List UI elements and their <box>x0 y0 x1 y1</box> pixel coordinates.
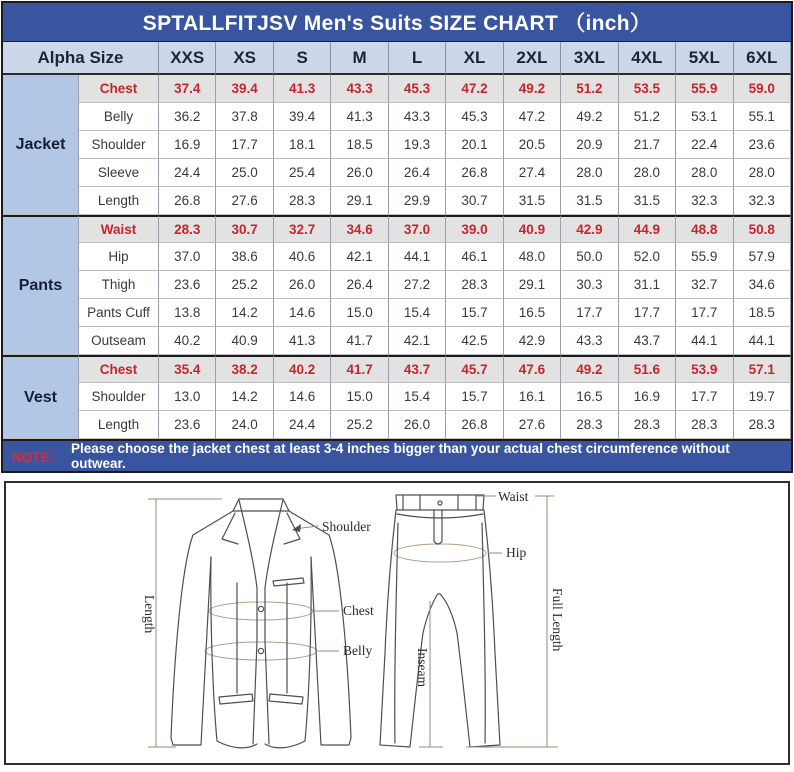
value-vest-length-6xl: 28.3 <box>734 411 791 439</box>
measurement-label-vest-shoulder: Shoulder <box>79 383 159 411</box>
value-pants-waist-3xl: 42.9 <box>561 215 618 243</box>
value-vest-length-s: 24.4 <box>274 411 331 439</box>
value-jacket-sleeve-2xl: 27.4 <box>504 159 561 187</box>
value-pants-hip-xl: 46.1 <box>446 243 503 271</box>
value-pants-pants-cuff-6xl: 18.5 <box>734 299 791 327</box>
value-pants-hip-s: 40.6 <box>274 243 331 271</box>
value-jacket-length-5xl: 32.3 <box>676 187 733 215</box>
value-jacket-length-xxs: 26.8 <box>159 187 216 215</box>
pants-hip-label: Hip <box>506 545 527 560</box>
value-pants-outseam-2xl: 42.9 <box>504 327 561 355</box>
value-pants-outseam-xxs: 40.2 <box>159 327 216 355</box>
value-jacket-length-xs: 27.6 <box>216 187 273 215</box>
value-vest-length-xs: 24.0 <box>216 411 273 439</box>
value-pants-thigh-4xl: 31.1 <box>619 271 676 299</box>
value-jacket-sleeve-4xl: 28.0 <box>619 159 676 187</box>
size-column-header-2xl: 2XL <box>504 42 561 75</box>
value-pants-pants-cuff-5xl: 17.7 <box>676 299 733 327</box>
value-jacket-belly-4xl: 51.2 <box>619 103 676 131</box>
measurement-label-pants-outseam: Outseam <box>79 327 159 355</box>
value-jacket-shoulder-xxs: 16.9 <box>159 131 216 159</box>
pants-diagram <box>380 489 565 747</box>
value-vest-length-3xl: 28.3 <box>561 411 618 439</box>
value-jacket-chest-s: 41.3 <box>274 75 331 103</box>
value-pants-thigh-xl: 28.3 <box>446 271 503 299</box>
value-pants-outseam-4xl: 43.7 <box>619 327 676 355</box>
value-pants-outseam-xs: 40.9 <box>216 327 273 355</box>
measurement-label-pants-pants-cuff: Pants Cuff <box>79 299 159 327</box>
value-vest-shoulder-2xl: 16.1 <box>504 383 561 411</box>
measurement-label-vest-length: Length <box>79 411 159 439</box>
value-pants-hip-4xl: 52.0 <box>619 243 676 271</box>
value-pants-outseam-l: 42.1 <box>389 327 446 355</box>
value-jacket-belly-xxs: 36.2 <box>159 103 216 131</box>
value-pants-outseam-6xl: 44.1 <box>734 327 791 355</box>
value-pants-waist-m: 34.6 <box>331 215 388 243</box>
value-pants-thigh-xs: 25.2 <box>216 271 273 299</box>
measurement-label-pants-thigh: Thigh <box>79 271 159 299</box>
value-pants-outseam-5xl: 44.1 <box>676 327 733 355</box>
measurement-label-pants-waist: Waist <box>79 215 159 243</box>
value-jacket-sleeve-m: 26.0 <box>331 159 388 187</box>
value-pants-outseam-xl: 42.5 <box>446 327 503 355</box>
size-column-header-5xl: 5XL <box>676 42 733 75</box>
value-pants-pants-cuff-4xl: 17.7 <box>619 299 676 327</box>
value-vest-length-xl: 26.8 <box>446 411 503 439</box>
value-vest-chest-2xl: 47.6 <box>504 355 561 383</box>
value-vest-chest-s: 40.2 <box>274 355 331 383</box>
value-jacket-shoulder-m: 18.5 <box>331 131 388 159</box>
value-pants-thigh-6xl: 34.6 <box>734 271 791 299</box>
value-vest-chest-m: 41.7 <box>331 355 388 383</box>
measurement-label-vest-chest: Chest <box>79 355 159 383</box>
value-pants-hip-5xl: 55.9 <box>676 243 733 271</box>
value-pants-thigh-s: 26.0 <box>274 271 331 299</box>
value-jacket-sleeve-xxs: 24.4 <box>159 159 216 187</box>
value-jacket-shoulder-3xl: 20.9 <box>561 131 618 159</box>
measurement-label-jacket-belly: Belly <box>79 103 159 131</box>
value-pants-pants-cuff-s: 14.6 <box>274 299 331 327</box>
pants-waist-label: Waist <box>498 489 529 504</box>
jacket-shoulder-label: Shoulder <box>322 519 371 534</box>
value-vest-shoulder-4xl: 16.9 <box>619 383 676 411</box>
value-vest-shoulder-6xl: 19.7 <box>734 383 791 411</box>
value-pants-pants-cuff-l: 15.4 <box>389 299 446 327</box>
value-jacket-chest-m: 43.3 <box>331 75 388 103</box>
value-jacket-chest-2xl: 49.2 <box>504 75 561 103</box>
value-jacket-sleeve-xl: 26.8 <box>446 159 503 187</box>
value-vest-shoulder-m: 15.0 <box>331 383 388 411</box>
value-jacket-shoulder-xs: 17.7 <box>216 131 273 159</box>
value-pants-thigh-2xl: 29.1 <box>504 271 561 299</box>
measurement-label-jacket-chest: Chest <box>79 75 159 103</box>
value-jacket-sleeve-xs: 25.0 <box>216 159 273 187</box>
value-pants-waist-xxs: 28.3 <box>159 215 216 243</box>
value-jacket-belly-2xl: 47.2 <box>504 103 561 131</box>
size-column-header-xl: XL <box>446 42 503 75</box>
value-vest-length-l: 26.0 <box>389 411 446 439</box>
value-pants-waist-4xl: 44.9 <box>619 215 676 243</box>
value-pants-thigh-l: 27.2 <box>389 271 446 299</box>
note-label: NOTE： <box>12 450 64 465</box>
value-jacket-length-6xl: 32.3 <box>734 187 791 215</box>
value-jacket-chest-xl: 47.2 <box>446 75 503 103</box>
group-label-vest: Vest <box>3 355 79 439</box>
value-pants-waist-6xl: 50.8 <box>734 215 791 243</box>
size-column-header-s: S <box>274 42 331 75</box>
size-column-header-4xl: 4XL <box>619 42 676 75</box>
value-vest-chest-l: 43.7 <box>389 355 446 383</box>
value-pants-hip-m: 42.1 <box>331 243 388 271</box>
note-bar <box>3 439 791 471</box>
value-vest-chest-4xl: 51.6 <box>619 355 676 383</box>
measurement-label-jacket-length: Length <box>79 187 159 215</box>
value-jacket-length-l: 29.9 <box>389 187 446 215</box>
value-vest-chest-xl: 45.7 <box>446 355 503 383</box>
value-jacket-chest-xs: 39.4 <box>216 75 273 103</box>
value-jacket-belly-s: 39.4 <box>274 103 331 131</box>
value-vest-shoulder-xl: 15.7 <box>446 383 503 411</box>
value-pants-waist-2xl: 40.9 <box>504 215 561 243</box>
value-pants-thigh-3xl: 30.3 <box>561 271 618 299</box>
value-jacket-length-3xl: 31.5 <box>561 187 618 215</box>
value-vest-length-xxs: 23.6 <box>159 411 216 439</box>
value-jacket-length-s: 28.3 <box>274 187 331 215</box>
value-jacket-sleeve-6xl: 28.0 <box>734 159 791 187</box>
value-vest-shoulder-xxs: 13.0 <box>159 383 216 411</box>
size-grid <box>3 42 791 439</box>
value-vest-shoulder-3xl: 16.5 <box>561 383 618 411</box>
value-jacket-shoulder-2xl: 20.5 <box>504 131 561 159</box>
chart-title: SPTALLFITJSV Men's Suits SIZE CHART （inch） <box>3 3 791 42</box>
value-jacket-belly-xl: 45.3 <box>446 103 503 131</box>
value-pants-pants-cuff-3xl: 17.7 <box>561 299 618 327</box>
value-pants-hip-3xl: 50.0 <box>561 243 618 271</box>
value-pants-pants-cuff-xl: 15.7 <box>446 299 503 327</box>
value-pants-outseam-s: 41.3 <box>274 327 331 355</box>
value-vest-length-5xl: 28.3 <box>676 411 733 439</box>
garment-diagram-svg <box>6 483 788 759</box>
value-jacket-belly-6xl: 55.1 <box>734 103 791 131</box>
value-vest-chest-5xl: 53.9 <box>676 355 733 383</box>
value-pants-waist-s: 32.7 <box>274 215 331 243</box>
value-jacket-sleeve-3xl: 28.0 <box>561 159 618 187</box>
measurement-label-jacket-sleeve: Sleeve <box>79 159 159 187</box>
size-column-header-3xl: 3XL <box>561 42 618 75</box>
value-jacket-shoulder-l: 19.3 <box>389 131 446 159</box>
value-vest-shoulder-xs: 14.2 <box>216 383 273 411</box>
value-jacket-shoulder-4xl: 21.7 <box>619 131 676 159</box>
value-vest-shoulder-5xl: 17.7 <box>676 383 733 411</box>
alpha-size-header: Alpha Size <box>3 42 159 75</box>
jacket-length-label: Length <box>142 595 157 634</box>
value-jacket-belly-5xl: 53.1 <box>676 103 733 131</box>
value-jacket-sleeve-5xl: 28.0 <box>676 159 733 187</box>
value-jacket-length-xl: 30.7 <box>446 187 503 215</box>
value-jacket-chest-4xl: 53.5 <box>619 75 676 103</box>
value-pants-pants-cuff-2xl: 16.5 <box>504 299 561 327</box>
value-jacket-chest-xxs: 37.4 <box>159 75 216 103</box>
value-jacket-length-4xl: 31.5 <box>619 187 676 215</box>
value-vest-chest-xxs: 35.4 <box>159 355 216 383</box>
pants-full-length-line <box>466 496 558 747</box>
pants-full-length-label: Full Length <box>550 588 565 652</box>
value-jacket-chest-3xl: 51.2 <box>561 75 618 103</box>
value-jacket-belly-l: 43.3 <box>389 103 446 131</box>
size-column-header-6xl: 6XL <box>734 42 791 75</box>
group-label-pants: Pants <box>3 215 79 355</box>
measurement-diagram <box>4 481 790 765</box>
value-jacket-chest-l: 45.3 <box>389 75 446 103</box>
measurement-label-jacket-shoulder: Shoulder <box>79 131 159 159</box>
jacket-belly-ellipse <box>205 642 317 660</box>
pants-inseam-label: Inseam <box>415 648 430 687</box>
size-column-header-l: L <box>389 42 446 75</box>
note-text: Please choose the jacket chest at least 3-4 inches bigger than your actual chest circumference without outwear. <box>71 441 730 471</box>
value-pants-outseam-m: 41.7 <box>331 327 388 355</box>
value-jacket-belly-m: 41.3 <box>331 103 388 131</box>
value-vest-shoulder-s: 14.6 <box>274 383 331 411</box>
value-vest-chest-3xl: 49.2 <box>561 355 618 383</box>
size-chart-table <box>1 1 793 473</box>
value-jacket-shoulder-6xl: 23.6 <box>734 131 791 159</box>
value-vest-shoulder-l: 15.4 <box>389 383 446 411</box>
value-jacket-belly-3xl: 49.2 <box>561 103 618 131</box>
value-jacket-shoulder-s: 18.1 <box>274 131 331 159</box>
value-pants-waist-xs: 30.7 <box>216 215 273 243</box>
group-label-jacket: Jacket <box>3 75 79 215</box>
value-pants-thigh-xxs: 23.6 <box>159 271 216 299</box>
size-column-header-xs: XS <box>216 42 273 75</box>
jacket-diagram <box>142 499 374 748</box>
size-column-header-m: M <box>331 42 388 75</box>
value-jacket-shoulder-5xl: 22.4 <box>676 131 733 159</box>
value-vest-length-2xl: 27.6 <box>504 411 561 439</box>
jacket-belly-label: Belly <box>343 643 373 658</box>
value-vest-chest-xs: 38.2 <box>216 355 273 383</box>
value-pants-pants-cuff-xxs: 13.8 <box>159 299 216 327</box>
value-pants-thigh-5xl: 32.7 <box>676 271 733 299</box>
value-jacket-shoulder-xl: 20.1 <box>446 131 503 159</box>
jacket-chest-label: Chest <box>343 603 374 618</box>
value-jacket-chest-5xl: 55.9 <box>676 75 733 103</box>
value-pants-outseam-3xl: 43.3 <box>561 327 618 355</box>
value-pants-hip-6xl: 57.9 <box>734 243 791 271</box>
value-pants-waist-l: 37.0 <box>389 215 446 243</box>
value-vest-chest-6xl: 57.1 <box>734 355 791 383</box>
value-vest-length-4xl: 28.3 <box>619 411 676 439</box>
pants-outline <box>380 495 500 747</box>
pants-hip-ellipse <box>394 544 486 562</box>
value-jacket-length-m: 29.1 <box>331 187 388 215</box>
value-pants-pants-cuff-xs: 14.2 <box>216 299 273 327</box>
value-pants-thigh-m: 26.4 <box>331 271 388 299</box>
value-pants-hip-xxs: 37.0 <box>159 243 216 271</box>
value-pants-hip-xs: 38.6 <box>216 243 273 271</box>
value-jacket-chest-6xl: 59.0 <box>734 75 791 103</box>
value-pants-waist-5xl: 48.8 <box>676 215 733 243</box>
value-pants-hip-l: 44.1 <box>389 243 446 271</box>
value-jacket-sleeve-s: 25.4 <box>274 159 331 187</box>
value-pants-hip-2xl: 48.0 <box>504 243 561 271</box>
measurement-label-pants-hip: Hip <box>79 243 159 271</box>
value-vest-length-m: 25.2 <box>331 411 388 439</box>
value-jacket-length-2xl: 31.5 <box>504 187 561 215</box>
value-pants-pants-cuff-m: 15.0 <box>331 299 388 327</box>
value-jacket-belly-xs: 37.8 <box>216 103 273 131</box>
jacket-outline <box>171 499 351 748</box>
value-pants-waist-xl: 39.0 <box>446 215 503 243</box>
size-column-header-xxs: XXS <box>159 42 216 75</box>
value-jacket-sleeve-l: 26.4 <box>389 159 446 187</box>
